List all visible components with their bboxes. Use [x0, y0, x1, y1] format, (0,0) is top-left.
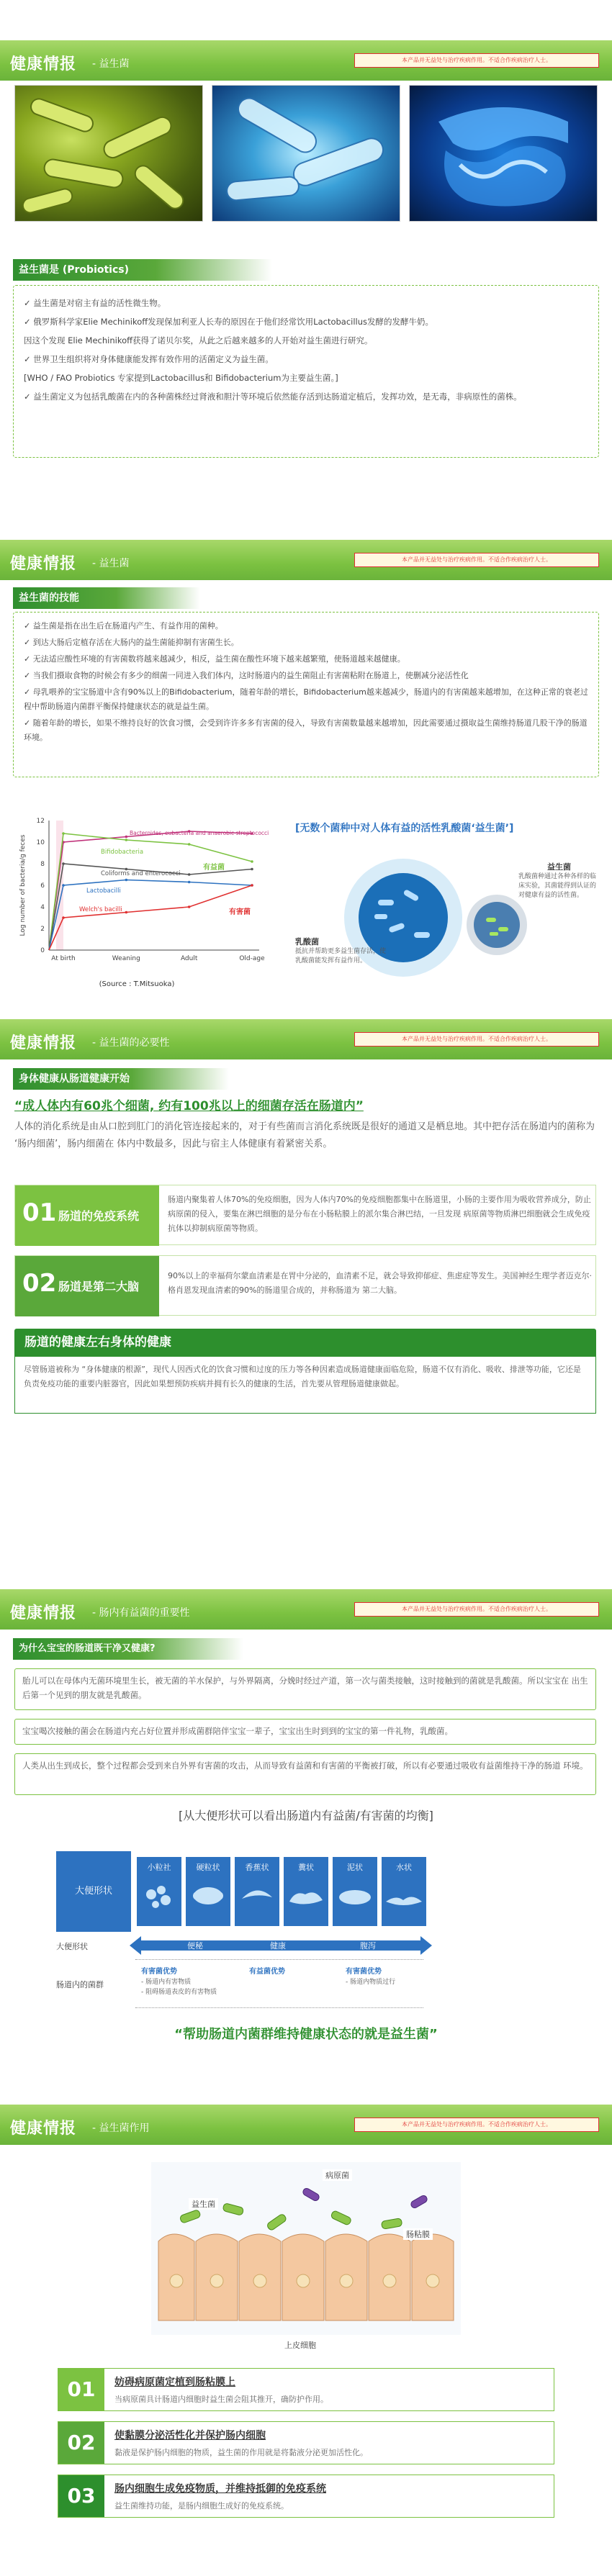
- flora-label: 肠道内的菌群: [56, 1980, 104, 1989]
- stool-label: 泥状: [347, 1863, 363, 1872]
- bacteria-photo-yellow: [14, 85, 203, 222]
- disclaimer-box: 本产品并无益处与治疗疾病作用。不适合作疾病治疗人士。: [354, 553, 599, 567]
- chart-annotation-bad: 有害菌: [229, 908, 251, 916]
- chart-point: [251, 868, 253, 871]
- chart-point: [62, 884, 65, 887]
- axis-constipation: 便秘: [187, 1941, 203, 1951]
- card-label: 肠道是第二大脑: [58, 1280, 140, 1293]
- card-left: [15, 1256, 159, 1316]
- chart-series-label: Lactobacilli: [86, 887, 121, 895]
- card-text: 90%以上的幸福荷尔蒙血清素是在胃中分泌的，血清素不足，就会导致抑郁症、焦虑症等发生。美国神经生理学者迈克尔·格肖恩发现血清素的90%的肠道里合成的，并称肠道为 第二大脑。: [168, 1271, 592, 1295]
- chart-xtick-label: Old-age: [239, 955, 265, 962]
- header-section-2: [0, 540, 612, 580]
- card-number: 02: [22, 1269, 57, 1298]
- stool-shape-3: [235, 1857, 279, 1926]
- chart-ytick-label: 6: [40, 882, 45, 890]
- section-bar-skills: 益生菌的技能: [13, 587, 200, 609]
- bullet-text: ✓ 无法适应酸性环境的有害菌数将越来越减少，相反，益生菌在酸性环境下越来越繁殖，使肠道越来越健康。: [24, 654, 405, 664]
- bullet-text: ✓ 随着年龄的增长，如果不维持良好的饮食习惯，会受到许许多多有害菌的侵入，导致有害菌数量越来越增加，因此需要通过摄取益生菌维持肠道几股干净的肠道环境。: [24, 718, 588, 742]
- header-section-3: [0, 1019, 612, 1059]
- flora-line: - 肠道内有害物质: [141, 1979, 192, 1986]
- bullet-text: [WHO / FAO Probiotics 专家提到Lactobacillus和 Bifidobacterium为主要益生菌。]: [24, 373, 338, 383]
- header-section-1: [0, 40, 612, 81]
- chart-ytick-label: 10: [36, 839, 45, 846]
- axis-diarrhea: 腹泻: [360, 1941, 376, 1951]
- probiotics-definition-box: [13, 285, 599, 458]
- chart-yticks: [37, 818, 45, 954]
- feature-number: 02: [58, 2422, 104, 2464]
- diagram-label-epithelium: 上皮细胞: [284, 2341, 316, 2350]
- feature-number: 03: [58, 2475, 104, 2517]
- diagram-label-pathogen: 病原菌: [323, 2169, 352, 2181]
- header-section-5: [0, 2105, 612, 2145]
- bacteria-age-chart: [14, 806, 281, 1000]
- section-bar-probiotics: 益生菌是 (Probiotics): [13, 259, 272, 281]
- stool-label: 糞状: [298, 1863, 314, 1872]
- stool-shape-5: [333, 1857, 377, 1926]
- chart-series-label: Welch's bacilli: [79, 906, 122, 913]
- chart-point: [62, 862, 65, 865]
- chart-series-line: [49, 880, 252, 951]
- feature-desc: 黏液是保护肠内细胞的物质，益生菌的作用就是将黏液分泌更加活性化。: [114, 2448, 368, 2457]
- header-title: 健康情报: [10, 1034, 77, 1052]
- bullet-text: ✓ 俄罗斯科学家Elie Mechinikoff发现保加利亚人长寿的原因在于他们经常饮用Lactobacillus发酵的发酵牛奶。: [24, 317, 434, 327]
- flora-head-3: 有害菌优势: [346, 1968, 382, 1976]
- header-subtitle: - 益生菌的必要性: [92, 1037, 170, 1049]
- section-bar-gut-health: 身体健康从肠道健康开始: [13, 1068, 229, 1090]
- bacteria-photo-blue: [212, 85, 400, 222]
- stool-label: 香蕉状: [245, 1863, 269, 1872]
- skills-box: [13, 612, 599, 777]
- chart-point: [62, 832, 65, 835]
- header-title: 健康情报: [10, 55, 77, 73]
- card-left: [15, 1185, 159, 1246]
- slogan: “帮助肠道内菌群维持健康状态的就是益生菌”: [174, 2027, 438, 2042]
- chart-series: [49, 830, 253, 950]
- axis-healthy: 健康: [270, 1941, 286, 1951]
- header-title: 健康情报: [10, 555, 77, 573]
- flora-head-2: 有益菌优势: [249, 1968, 285, 1976]
- probiotic-circle: [474, 902, 520, 948]
- gut-health-head: 肠道的健康左右身体的健康: [14, 1329, 596, 1356]
- bullet-text: ✓ 母乳喂养的宝宝肠道中含有90%以上的Bifidobacterium，随着年龄的增长，Bifidobacterium越来越减少，肠道内的有害菌越来越增加，在这种正常的衰老过程中帮助肠道内菌群平衡保持健康状态的就是益生菌。: [24, 687, 588, 711]
- bullet-text: ✓ 世界卫生组织将对身体健康能发挥有效作用的活菌定义为益生菌。: [24, 354, 274, 364]
- stool-row-head: 大便形状: [56, 1851, 131, 1932]
- bullet-text: ✓ 益生菌定义为包括乳酸菌在内的各种菌株经过肾液和胆汁等环境后依然能存活到达肠道定植后，发挥功效，是无毒，非病原性的菌株。: [24, 392, 522, 402]
- lactic-label: 乳酸菌: [295, 937, 319, 946]
- flora-line: - 肠道内物质过行: [346, 1979, 396, 1986]
- stool-label: 硬粒状: [196, 1863, 220, 1872]
- feature-title: 肠内细胞生成免疫物质，并维持抵御的免疫系统: [114, 2483, 326, 2495]
- chart-xtick-label: Weaning: [112, 955, 140, 962]
- chart-point: [125, 911, 128, 914]
- probiotic-label: 益生菌: [547, 862, 571, 872]
- disclaimer-box: 本产品并无益处与治疗疾病作用。不适合作疾病治疗人士。: [354, 1032, 599, 1047]
- bullet-text: ✓ 到达大肠后定植存活在大肠内的益生菌能抑制有害菌生长。: [24, 638, 239, 647]
- chart-point: [188, 905, 191, 908]
- chart-point: [251, 860, 253, 863]
- chart-ytick-label: 12: [36, 818, 45, 825]
- gut-mechanism-diagram: [151, 2162, 461, 2335]
- gut-quote: “成人体内有60兆个细菌, 约有100兆以上的细菌存活在肠道内”: [14, 1099, 364, 1113]
- chart-xtick-label: At birth: [51, 955, 76, 962]
- chart-source: (Source : T.Mitsuoka): [99, 980, 175, 988]
- feature-desc: 当病原菌具计肠道内细胞时益生菌会阻其推开，确防护作用。: [114, 2395, 328, 2404]
- chart-legend: [79, 830, 269, 913]
- chart-annotation-good: 有益菌: [203, 864, 225, 872]
- header-title: 健康情报: [10, 1604, 77, 1622]
- gut-intro: 人体的消化系统是由从口腔到肛门的消化管连接起来的，对于有些菌而言消化系统既是很好的通道又是栖息地。其中把存活在肠道内的菌称为 ‘肠内细菌’，肠内细菌在 体内中数最多，因此与宿主人体健康有着紧密关系。: [14, 1121, 595, 1149]
- baby-box-1: 胎儿可以在母体内无菌环境里生长，被无菌的羊水保护，与外界隔离，分娩时经过产道，第一次与菌类接触，这时接触到的菌就是乳酸菌。所以宝宝在 出生后第一个见到的朋友就是乳酸菌。: [14, 1668, 596, 1710]
- header-subtitle: - 益生菌: [92, 58, 130, 70]
- stool-shape-4: [284, 1857, 328, 1926]
- chart-series-label: Bacteroides, eubacteria and anaerobic streptococci: [130, 830, 269, 836]
- card-second-brain: [14, 1255, 596, 1316]
- chart-point: [188, 881, 191, 884]
- chart-ytick-label: 8: [40, 861, 45, 868]
- stool-shape-2: [186, 1857, 230, 1926]
- header-subtitle: - 肠内有益菌的重要性: [92, 1607, 190, 1619]
- bullet-text: ✓ 益生菌是指在出生后在肠道内产生、有益作用的菌种。: [24, 621, 223, 631]
- flora-line: - 阻碍肠道表皮的有害物质: [141, 1989, 217, 1996]
- chart-point: [125, 839, 128, 841]
- feature-3: [58, 2475, 554, 2518]
- flora-head-1: 有害菌优势: [141, 1968, 177, 1976]
- chart-point: [125, 879, 128, 882]
- axis-label: 大便形状: [56, 1942, 88, 1951]
- chart-series-line: [49, 831, 252, 950]
- chart-ytick-label: 4: [40, 904, 45, 911]
- chart-point: [188, 843, 191, 846]
- header-section-4: [0, 1589, 612, 1630]
- feature-1: [58, 2368, 554, 2411]
- diagram-label-mucosa: 肠粘膜: [403, 2228, 433, 2240]
- chart-point: [125, 836, 128, 839]
- stool-shape-6: [382, 1857, 426, 1926]
- header-title: 健康情报: [10, 2120, 77, 2138]
- feature-number: 01: [58, 2369, 104, 2410]
- chart-series-label: Coliforms and enterococci: [101, 870, 181, 877]
- chart-series-line: [49, 885, 252, 950]
- header-subtitle: - 益生菌作用: [92, 2123, 150, 2134]
- section-bar-baby-gut: 为什么宝宝的肠道既干净又健康?: [13, 1638, 243, 1660]
- gut-health-body: 尽管肠道被称为 “身体健康的根源”，现代人因西式化的饮食习惯和过度的压力等各种因素造成肠道健康面临危险，肠道不仅有消化、吸收、排泄等功能，它还是负责免疫功能的重要内脏器官，因此如果想预防疾病并拥有长久的健康的生活，首先要从管理肠道健康做起。: [14, 1356, 596, 1414]
- card-number: 01: [22, 1198, 57, 1227]
- disclaimer-box: 本产品并无益处与治疗疾病作用。不适合作疾病治疗人士。: [354, 2118, 599, 2132]
- lactic-desc: 抵抗并帮助更多益生菌存活，使乳酸菌能发挥有益作用。: [295, 948, 387, 964]
- card-text: 肠道内聚集着人体70%的免疫细胞，因为人体内70%的免疫细胞都集中在肠道里，小肠的主要作用为吸收营养成分，防止病原菌的侵入，要集在淋巴细胞的是分布在小肠粘膜上的派尔集合淋巴结，一旦发现 病原菌等物质淋巴细胞就会生成免疫抗体以抑制病原菌等物质。: [168, 1195, 591, 1233]
- chart-ylabel: Log number of bacteria/g feces: [19, 834, 27, 936]
- bullet-text: 因这个发现 Elie Mechinikoff获得了诺贝尔奖，从此之后越来越多的人开始对益生菌进行研究。: [24, 335, 373, 345]
- feature-title: 妨碍病原菌定植到肠粘膜上: [114, 2377, 235, 2388]
- chart-xticks: [51, 955, 265, 962]
- diagram-label-probiotic: 益生菌: [189, 2198, 218, 2210]
- chart-xtick-label: Adult: [180, 955, 198, 962]
- bullet-text: ✓ 益生菌是对宿主有益的活性微生物。: [24, 298, 166, 308]
- disclaimer-box: 本产品并无益处与治疗疾病作用。不适合作疾病治疗人士。: [354, 1602, 599, 1617]
- chart-ytick-label: 0: [40, 947, 45, 954]
- probiotic-desc: 乳酸菌种通过各种各样的临床实验，其菌能得到认证的对健康有益的活性菌。: [518, 873, 597, 899]
- balance-title: [从大便形状可以看出肠道内有益菌/有害菌的均衡]: [179, 1809, 433, 1822]
- feature-desc: 益生菌维持功能，是肠内细胞生成好的免疫系统。: [114, 2501, 289, 2511]
- card-label: 肠道的免疫系统: [58, 1209, 140, 1223]
- probiotic-illustration-title: [无数个菌种中对人体有益的活性乳酸菌‘益生菌’]: [295, 823, 514, 834]
- stool-label: 水状: [396, 1863, 412, 1872]
- chart-point: [251, 884, 253, 887]
- baby-box-2: 宝宝喝次接触的菌会在肠道内充占好位置并形成菌群陪伴宝宝一辈子，宝宝出生时到到的宝宝的第一件礼物，乳酸菌。: [14, 1719, 596, 1745]
- chart-series-line: [49, 833, 252, 950]
- baby-box-3: 人类从出生到成长，整个过程都会受到来自外界有害菌的攻击，从而导致有益菌和有害菌的平衡被打破，所以有必要通过吸收有益菌维持干净的肠道 环境。: [14, 1753, 596, 1795]
- intestine-photo: [409, 85, 598, 222]
- chart-ytick-label: 2: [40, 926, 45, 933]
- chart-point: [188, 873, 191, 876]
- chart-point: [62, 916, 65, 919]
- feature-2: [58, 2421, 554, 2464]
- feature-title: 使黏膜分泌活性化并保护肠内细胞: [114, 2430, 266, 2441]
- stool-shape-1: [137, 1857, 181, 1926]
- bullet-text: ✓ 当我们摄取食物的时候会有多少的细菌一同进入我们体内，这时肠道内的益生菌阻止有害菌粘附在肠道上，使删减分泌活性化: [24, 671, 469, 680]
- disclaimer-box: 本产品并无益处与治疗疾病作用。不适合作疾病治疗人士。: [354, 53, 599, 68]
- header-subtitle: - 益生菌: [92, 558, 130, 569]
- card-immune-system: [14, 1185, 596, 1245]
- stool-label: 小粒社: [147, 1863, 171, 1872]
- chart-series-label: Bifidobacteria: [101, 849, 144, 856]
